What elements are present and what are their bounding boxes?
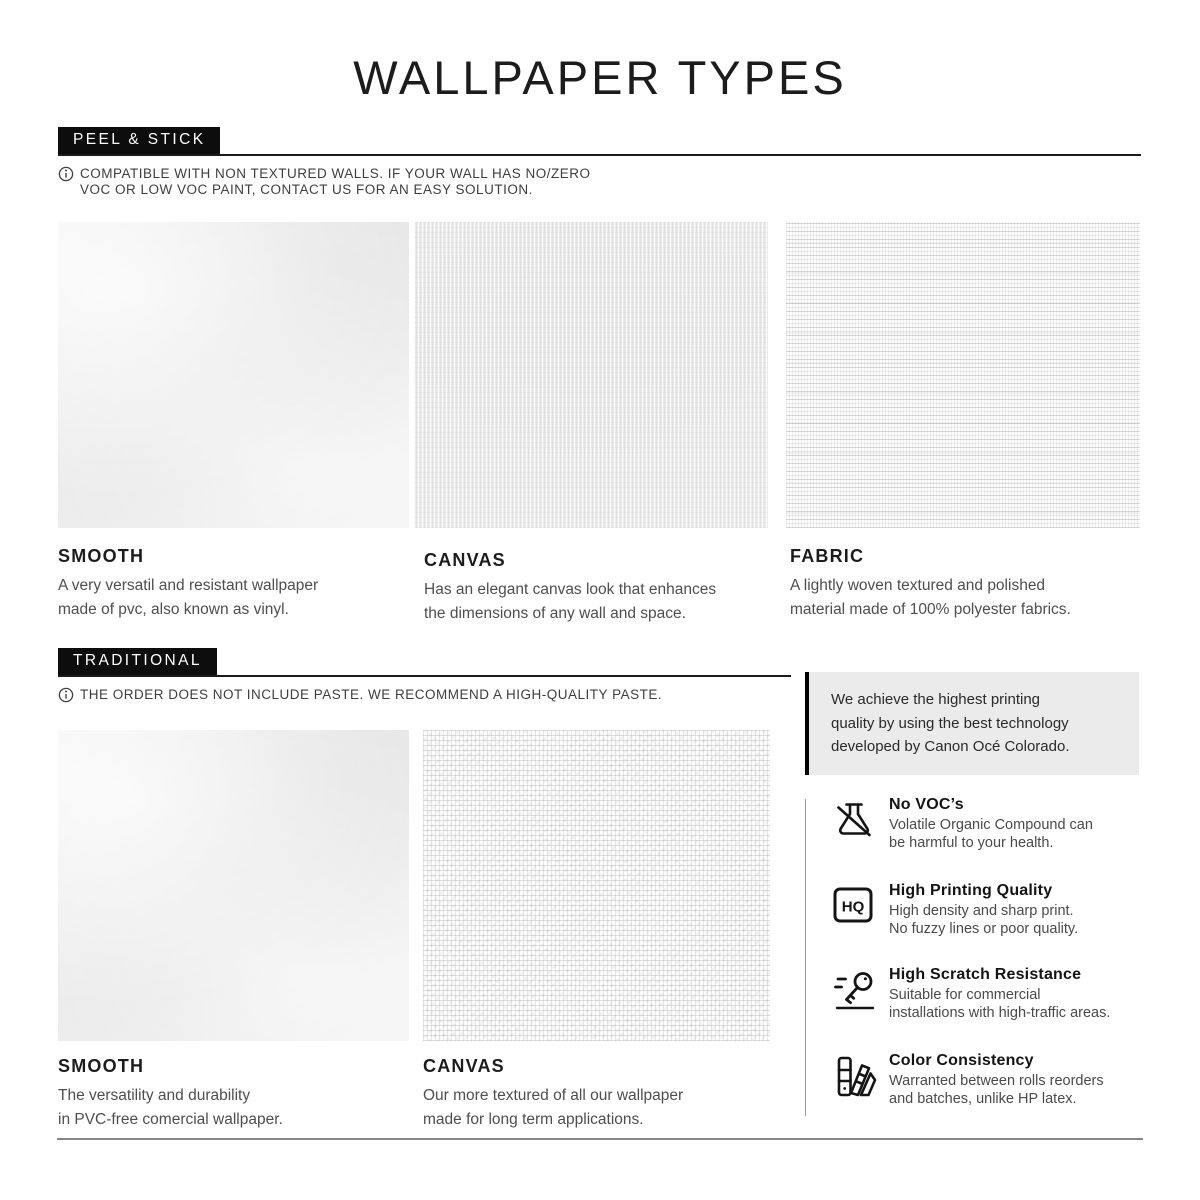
note-peel-stick	[58, 166, 591, 198]
swatch-description	[58, 1084, 403, 1132]
desc-line: the dimensions of any wall and space.	[424, 605, 686, 622]
desc-line: A lightly woven textured and polished	[790, 577, 1046, 594]
feature-description	[889, 903, 1148, 938]
feature-body	[889, 966, 1148, 1022]
feature-desc-line: Warranted between rolls reorders	[889, 1073, 1104, 1089]
desc-line: A very versatil and resistant wallpaper	[58, 577, 319, 594]
swatch-smooth-pvc	[58, 222, 409, 528]
swatch-description	[424, 578, 774, 626]
caption-canvas-peel-stick	[424, 550, 774, 626]
desc-line: The versatility and durability	[58, 1087, 251, 1104]
caption-canvas-traditional	[423, 1056, 778, 1132]
feature-description	[889, 1073, 1148, 1108]
caption-smooth-traditional	[58, 1056, 403, 1132]
swatch-description	[423, 1084, 778, 1132]
feature-body	[889, 882, 1148, 938]
swatch-title: SMOOTH	[58, 1056, 145, 1076]
feature-desc-line: No fuzzy lines or poor quality.	[889, 920, 1079, 937]
note-text	[80, 687, 662, 703]
section-rule-peel-stick	[58, 127, 1141, 156]
note-line: THE ORDER DOES NOT INCLUDE PASTE. WE RECOMMEND A HIGH-QUALITY PASTE.	[80, 687, 663, 702]
feature-body	[889, 796, 1148, 852]
color-swatchbook-icon	[832, 1054, 878, 1105]
desc-line: made of pvc, also known as vinyl.	[58, 601, 289, 618]
quality-line: quality by using the best technology	[831, 714, 1069, 732]
note-traditional	[58, 687, 662, 703]
swatch-title: FABRIC	[790, 546, 865, 566]
quality-statement-panel	[805, 672, 1139, 775]
note-line: VOC OR LOW VOC PAINT, CONTACT US FOR AN EASY SOLUTION.	[80, 182, 533, 197]
feature-desc-line: installations with high-traffic areas.	[889, 1004, 1111, 1021]
scratch-key-icon	[832, 968, 878, 1019]
swatch-fabric-woven	[786, 222, 1140, 528]
swatch-smooth-pvc-free	[58, 730, 409, 1041]
desc-line: in PVC-free comercial wallpaper.	[58, 1111, 283, 1128]
note-line: COMPATIBLE WITH NON TEXTURED WALLS. IF YOUR WALL HAS NO/ZERO	[80, 166, 591, 181]
feature-desc-line: Suitable for commercial	[889, 987, 1041, 1003]
note-text	[80, 166, 591, 198]
page-title: WALLPAPER TYPES	[353, 51, 847, 104]
quality-line: developed by Canon Océ Colorado.	[831, 738, 1070, 755]
svg-text:HQ: HQ	[841, 898, 865, 916]
feature-title: High Scratch Resistance	[889, 966, 1082, 983]
feature-description	[889, 817, 1148, 852]
info-icon	[58, 687, 74, 707]
swatch-description	[790, 574, 1145, 622]
desc-line: Has an elegant canvas look that enhances	[424, 581, 717, 598]
feature-high-printing-quality	[832, 882, 1148, 938]
quality-line: We achieve the highest printing	[831, 691, 1041, 708]
section-label-traditional: TRADITIONAL	[58, 648, 217, 675]
info-icon	[58, 166, 74, 186]
caption-smooth-peel-stick	[58, 546, 403, 622]
swatch-title: SMOOTH	[58, 546, 145, 566]
feature-high-scratch-resistance	[832, 966, 1148, 1022]
bottom-rule-line	[57, 1138, 1143, 1140]
swatch-canvas-coarse	[423, 730, 770, 1041]
feature-desc-line: Volatile Organic Compound can	[889, 817, 1093, 833]
feature-body	[889, 1052, 1148, 1108]
section-rule-traditional	[58, 648, 791, 677]
feature-desc-line: and batches, unlike HP latex.	[889, 1090, 1077, 1107]
desc-line: made for long term applications.	[423, 1111, 644, 1128]
no-voc-icon	[832, 798, 876, 847]
feature-desc-line: be harmful to your health.	[889, 834, 1054, 851]
features-divider-line	[805, 799, 806, 1116]
feature-no-voc	[832, 796, 1148, 852]
feature-title: Color Consistency	[889, 1052, 1034, 1069]
swatch-title: CANVAS	[423, 1056, 505, 1076]
feature-color-consistency	[832, 1052, 1148, 1108]
feature-description	[889, 987, 1148, 1022]
feature-title: No VOC’s	[889, 796, 964, 813]
desc-line: Our more textured of all our wallpaper	[423, 1087, 684, 1104]
swatch-canvas-fine	[414, 222, 768, 528]
hq-badge-icon	[832, 884, 874, 931]
feature-desc-line: High density and sharp print.	[889, 903, 1074, 919]
section-label-peel-stick: PEEL & STICK	[58, 127, 220, 154]
feature-title: High Printing Quality	[889, 882, 1053, 899]
desc-line: material made of 100% polyester fabrics.	[790, 601, 1071, 618]
swatch-description	[58, 574, 403, 622]
caption-fabric-peel-stick	[790, 546, 1145, 622]
swatch-title: CANVAS	[424, 550, 506, 570]
